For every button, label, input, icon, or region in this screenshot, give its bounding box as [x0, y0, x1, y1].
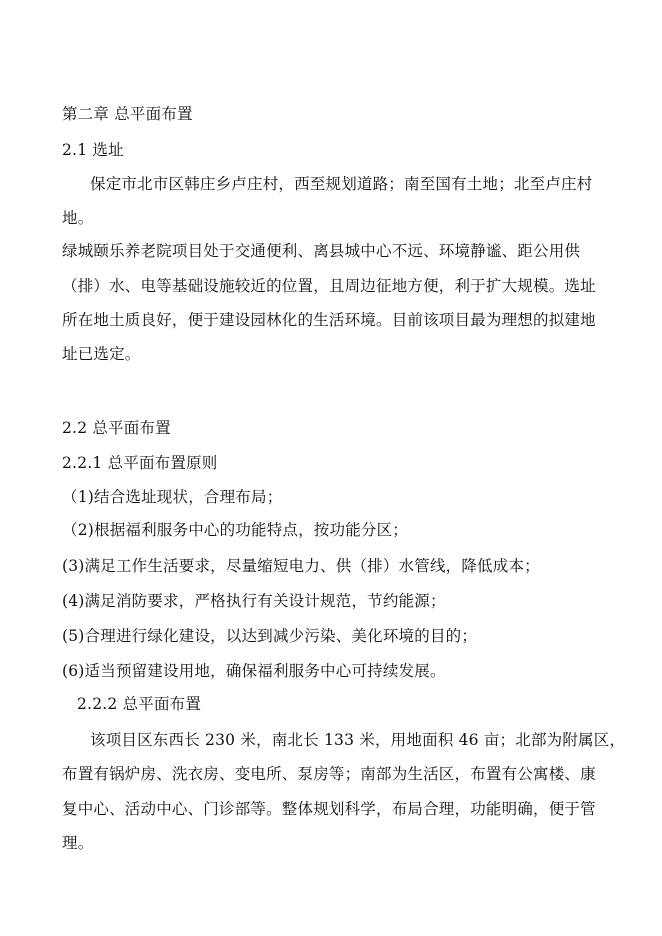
section-2-2-heading: 2.2 总平面布置: [62, 419, 171, 437]
principle-list-item: (6)适当预留建设用地，确保福利服务中心可持续发展。: [62, 662, 446, 680]
layout-paragraph-line-3: 复中心、活动中心、门诊部等。整体规划科学，布局合理，功能明确，便于管: [62, 800, 596, 818]
subsection-2-2-2-heading: 2.2.2 总平面布置: [77, 695, 202, 713]
principle-list-item: (3)满足工作生活要求，尽量缩短电力、供（排）水管线，降低成本；: [62, 557, 540, 575]
site-paragraph-line-2: （排）水、电等基础设施较近的位置，且周边征地方便，利于扩大规模。选址: [62, 277, 596, 295]
layout-paragraph-line-1: 该项目区东西长 230 米，南北长 133 米，用地面积 46 亩；北部为附属区，: [90, 731, 626, 749]
location-paragraph-line-1: 保定市北市区韩庄乡卢庄村，西至规划道路；南至国有土地；北至卢庄村: [90, 175, 593, 193]
chapter-title: 第二章 总平面布置: [62, 105, 193, 123]
site-paragraph-line-1: 绿城颐乐养老院项目处于交通便利、离县城中心不远、环境静谧、距公用供: [62, 242, 581, 260]
section-2-1-heading: 2.1 选址: [62, 141, 124, 159]
site-paragraph-line-4: 址已选定。: [62, 345, 141, 363]
location-paragraph-line-2: 地。: [62, 209, 94, 227]
principle-list-item: (5)合理进行绿化建设，以达到减少污染、美化环境的目的；: [62, 627, 478, 645]
layout-paragraph-line-2: 布置有锅炉房、洗衣房、变电所、泵房等；南部为生活区，布置有公寓楼、康: [62, 765, 596, 783]
principle-list-item: （2)根据福利服务中心的功能特点，按功能分区；: [62, 521, 409, 539]
subsection-2-2-1-heading: 2.2.1 总平面布置原则: [62, 454, 218, 472]
principle-list-item: （1)结合选址现状，合理布局；: [62, 488, 283, 506]
layout-paragraph-line-4: 理。: [62, 834, 94, 852]
principle-list-item: (4)满足消防要求，严格执行有关设计规范，节约能源；: [62, 592, 446, 610]
site-paragraph-line-3: 所在地土质良好，便于建设园林化的生活环境。目前该项目最为理想的拟建地: [62, 311, 596, 329]
